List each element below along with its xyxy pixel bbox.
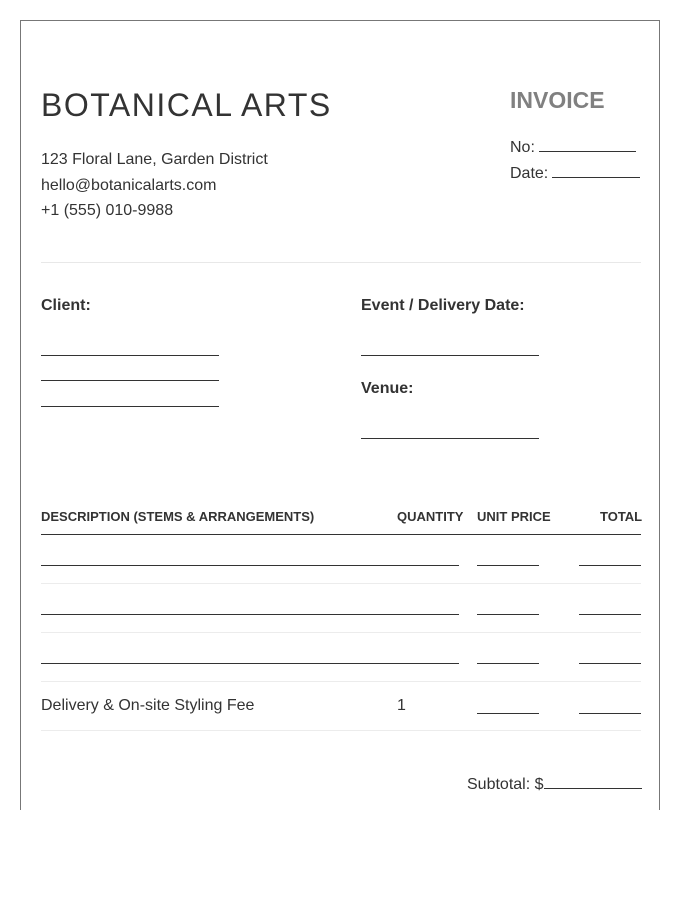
header-divider (41, 262, 641, 263)
company-name: BOTANICAL ARTS (41, 87, 332, 123)
fee-unit-price-blank[interactable] (477, 713, 539, 714)
column-header-total: TOTAL (600, 509, 643, 524)
description-blank[interactable] (41, 565, 459, 566)
total-blank[interactable] (579, 565, 641, 566)
client-line-3[interactable] (41, 406, 219, 407)
column-header-description: DESCRIPTION (STEMS & ARRANGEMENTS) (41, 509, 315, 524)
row-divider (41, 632, 641, 633)
invoice-number-blank[interactable] (539, 138, 636, 152)
invoice-date-label: Date: (510, 165, 549, 182)
company-phone: +1 (555) 010-9988 (41, 202, 174, 219)
description-blank[interactable] (41, 614, 459, 615)
company-email: hello@botanicalarts.com (41, 177, 217, 194)
row-divider (41, 583, 641, 584)
client-line-2[interactable] (41, 380, 219, 381)
unit-price-blank[interactable] (477, 663, 539, 664)
event-date-label: Event / Delivery Date: (361, 297, 525, 314)
unit-price-blank[interactable] (477, 614, 539, 615)
invoice-sheet (20, 20, 660, 810)
invoice-number-label: No: (510, 139, 535, 156)
subtotal-field[interactable] (467, 775, 642, 794)
row-divider (41, 730, 641, 731)
invoice-title: INVOICE (510, 87, 605, 113)
invoice-date-field[interactable] (510, 164, 640, 183)
fee-quantity: 1 (397, 697, 406, 714)
column-header-unit-price: UNIT PRICE (477, 509, 551, 524)
subtotal-blank[interactable] (544, 775, 642, 789)
client-label: Client: (41, 297, 91, 314)
row-divider (41, 681, 641, 682)
table-header-rule (41, 534, 641, 535)
venue-line[interactable] (361, 438, 539, 439)
unit-price-blank[interactable] (477, 565, 539, 566)
total-blank[interactable] (579, 614, 641, 615)
fee-total-blank[interactable] (579, 713, 641, 714)
subtotal-label: Subtotal: $ (467, 776, 544, 793)
event-date-line[interactable] (361, 355, 539, 356)
fee-description: Delivery & On-site Styling Fee (41, 697, 255, 714)
column-header-quantity: QUANTITY (397, 509, 464, 524)
invoice-date-blank[interactable] (552, 164, 640, 178)
total-blank[interactable] (579, 663, 641, 664)
venue-label: Venue: (361, 380, 414, 397)
description-blank[interactable] (41, 663, 459, 664)
invoice-number-field[interactable] (510, 138, 636, 157)
company-address: 123 Floral Lane, Garden District (41, 151, 268, 168)
client-line-1[interactable] (41, 355, 219, 356)
